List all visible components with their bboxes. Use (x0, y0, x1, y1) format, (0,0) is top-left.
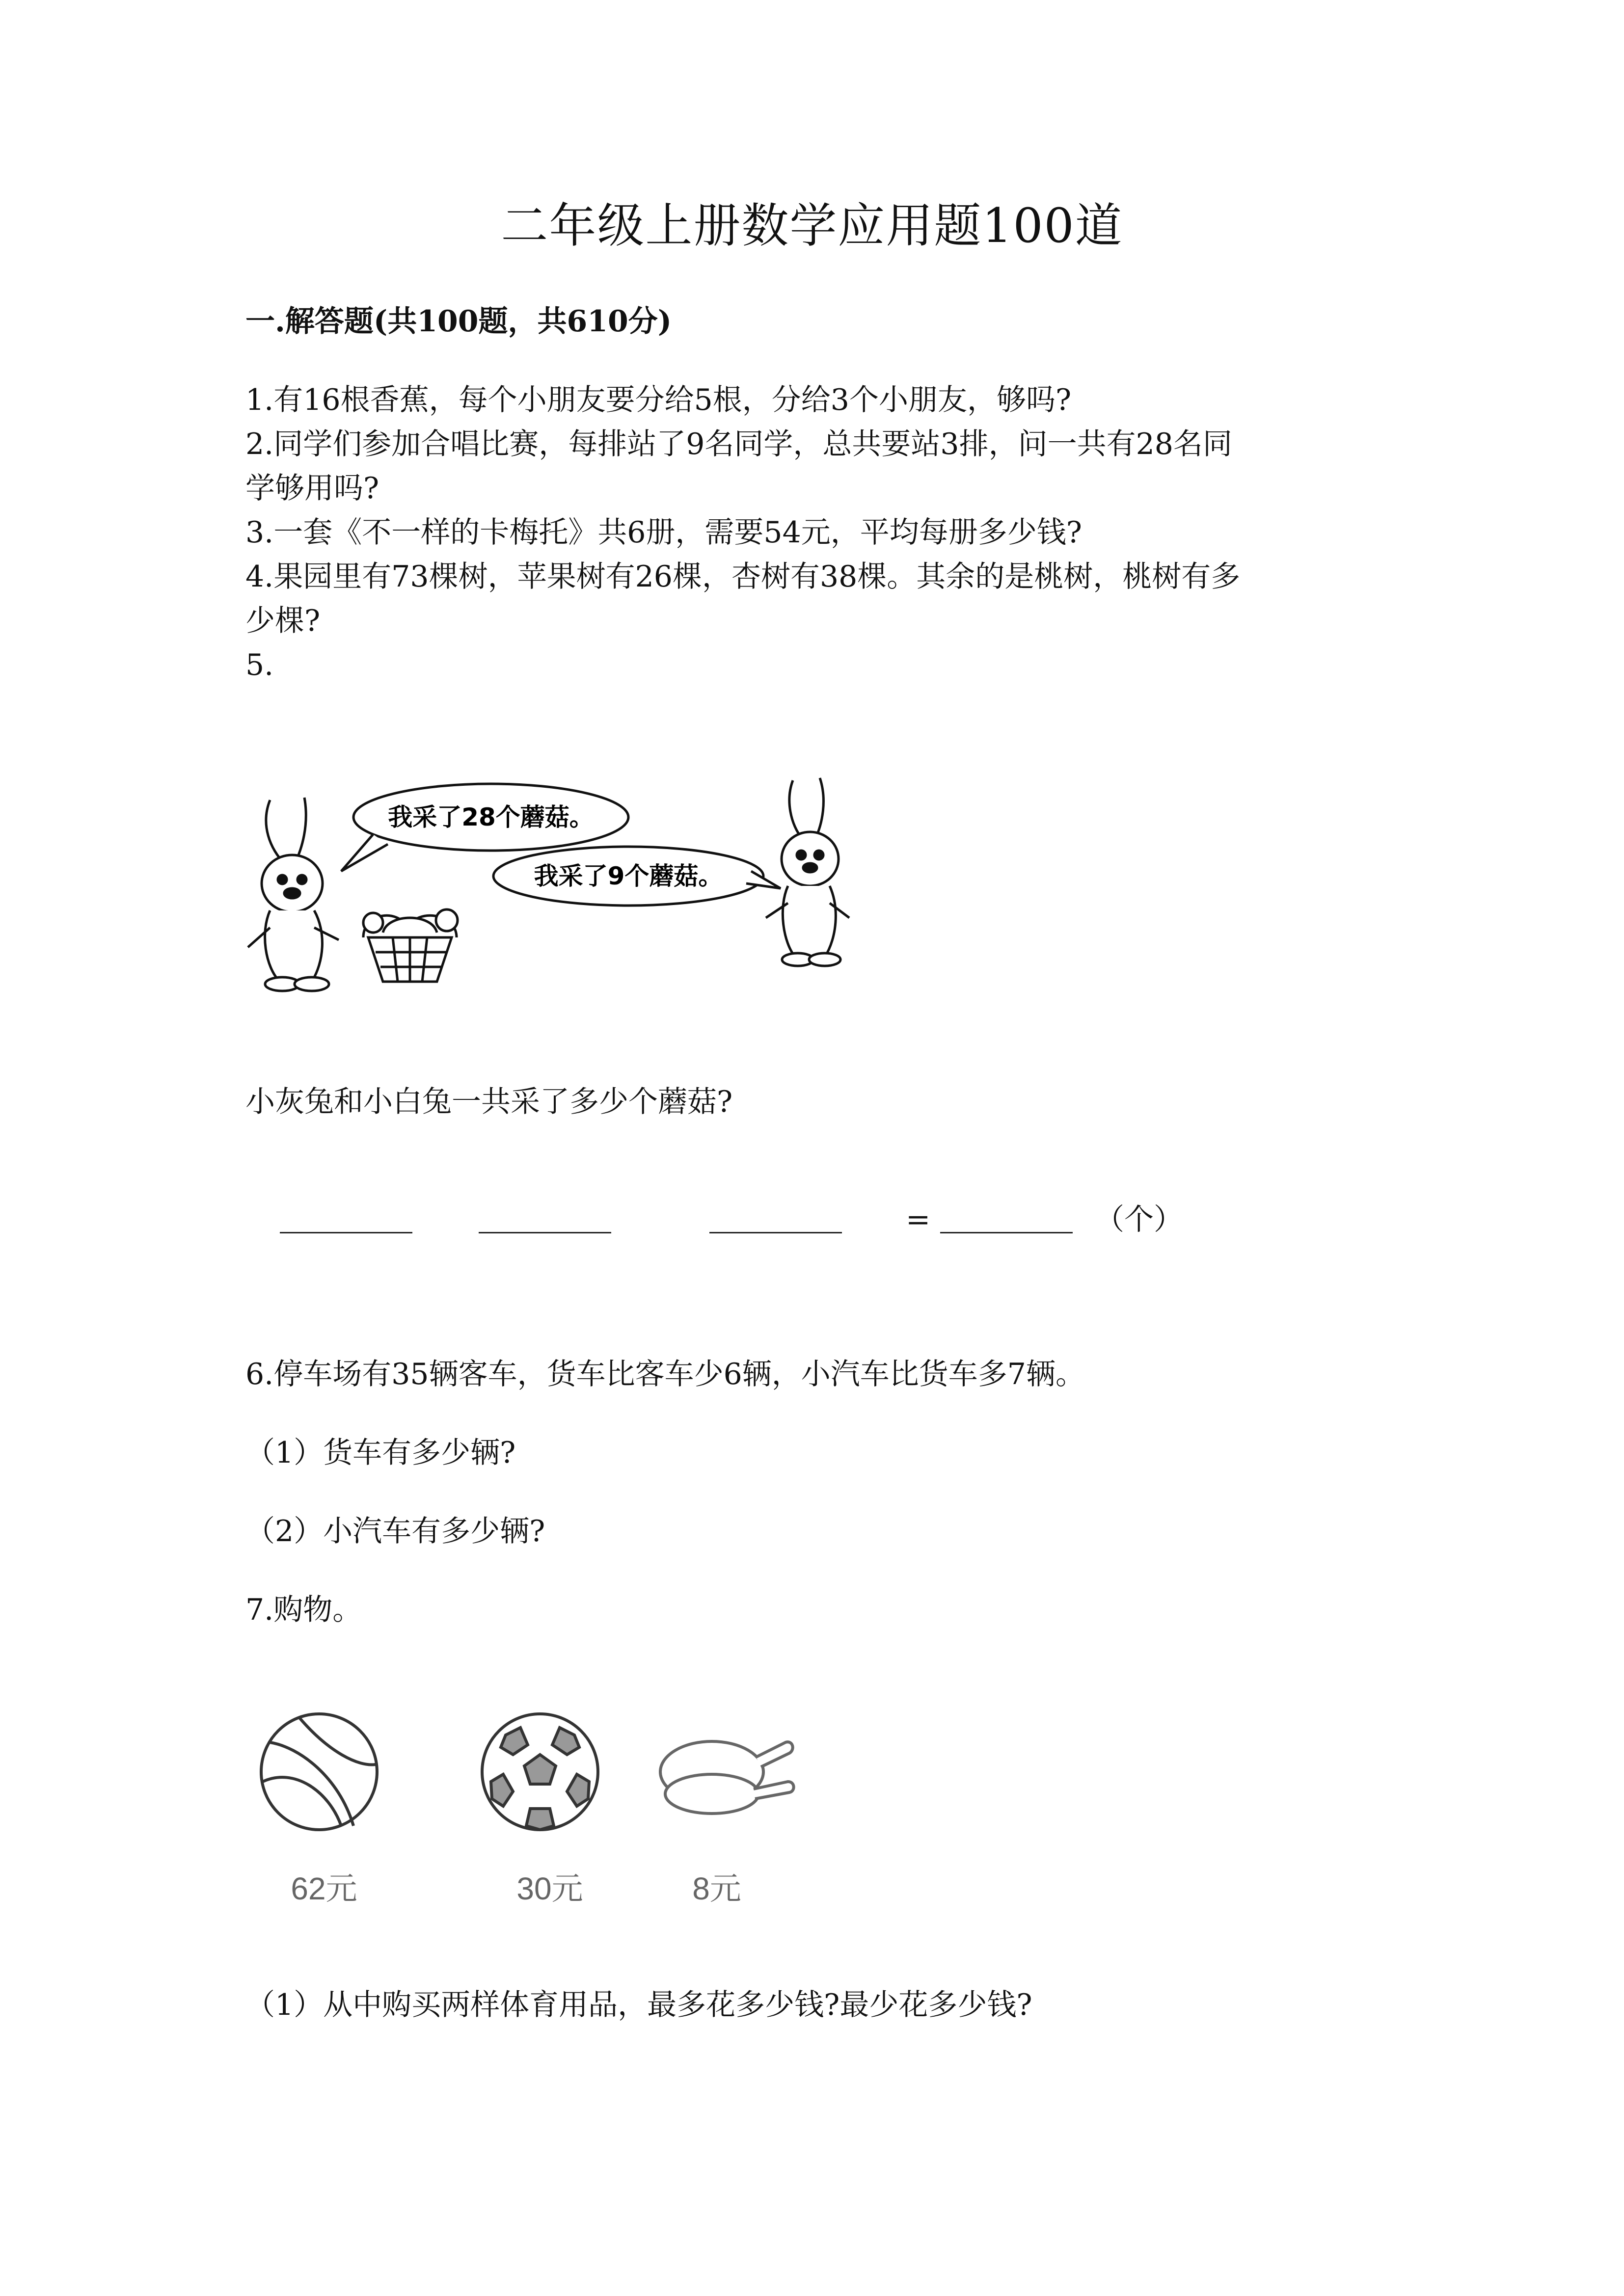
section-heading: 一.解答题(共100题，共610分) (245, 304, 672, 339)
price-soccer-ball: 30元 (516, 1871, 583, 1906)
ping-pong-paddles-icon (660, 1741, 794, 1814)
price-basketball: 62元 (291, 1871, 357, 1906)
question-6-sub-1: （1）货车有多少辆? (245, 1436, 516, 1470)
answer-blank-2[interactable] (479, 1198, 611, 1233)
equals-sign: = (906, 1202, 931, 1237)
speech-bubble-right (493, 847, 781, 906)
rabbit-right-icon (766, 778, 849, 966)
sports-items-illustration (255, 1708, 844, 1914)
question-7-sub-1: （1）从中购买两样体育用品，最多花多少钱?最少花多少钱? (245, 1988, 1032, 2022)
question-5-text: 小灰兔和小白兔一共采了多少个蘑菇? (245, 1085, 733, 1119)
bubble-left-text: 我采了28个蘑菇。 (388, 803, 594, 831)
answer-unit: （个） (1095, 1202, 1183, 1237)
basketball-icon (261, 1714, 377, 1830)
soccer-ball-icon (482, 1714, 598, 1830)
answer-blank-1[interactable] (280, 1198, 412, 1233)
page-title: 二年级上册数学应用题100道 (501, 198, 1123, 253)
bubble-right-text: 我采了9个蘑菇。 (534, 862, 723, 890)
price-ping-pong-paddles: 8元 (692, 1871, 741, 1906)
question-4-line-2: 少棵? (245, 604, 321, 638)
question-7: 7.购物。 (245, 1593, 362, 1627)
answer-blank-3[interactable] (709, 1198, 842, 1233)
question-3: 3.一套《不一样的卡梅托》共6册，需要54元，平均每册多少钱? (245, 515, 1082, 550)
rabbit-left-icon (248, 798, 339, 991)
answer-line (280, 1198, 1262, 1242)
question-6: 6.停车场有35辆客车，货车比客车少6辆，小汽车比货车多7辆。 (245, 1357, 1085, 1391)
rabbit-illustration (241, 771, 879, 996)
answer-blank-result[interactable] (940, 1198, 1073, 1233)
question-5-number: 5. (245, 648, 274, 682)
question-6-sub-2: （2）小汽车有多少辆? (245, 1514, 545, 1548)
question-4-line-1: 4.果园里有73棵树，苹果树有26棵，杏树有38棵。其余的是桃树，桃树有多 (245, 560, 1241, 594)
mushroom-basket-icon (363, 909, 458, 982)
question-2-line-1: 2.同学们参加合唱比赛，每排站了9名同学，总共要站3排，问一共有28名同 (245, 427, 1232, 461)
question-1: 1.有16根香蕉，每个小朋友要分给5根，分给3个小朋友，够吗? (245, 383, 1072, 417)
question-2-line-2: 学够用吗? (245, 471, 379, 506)
